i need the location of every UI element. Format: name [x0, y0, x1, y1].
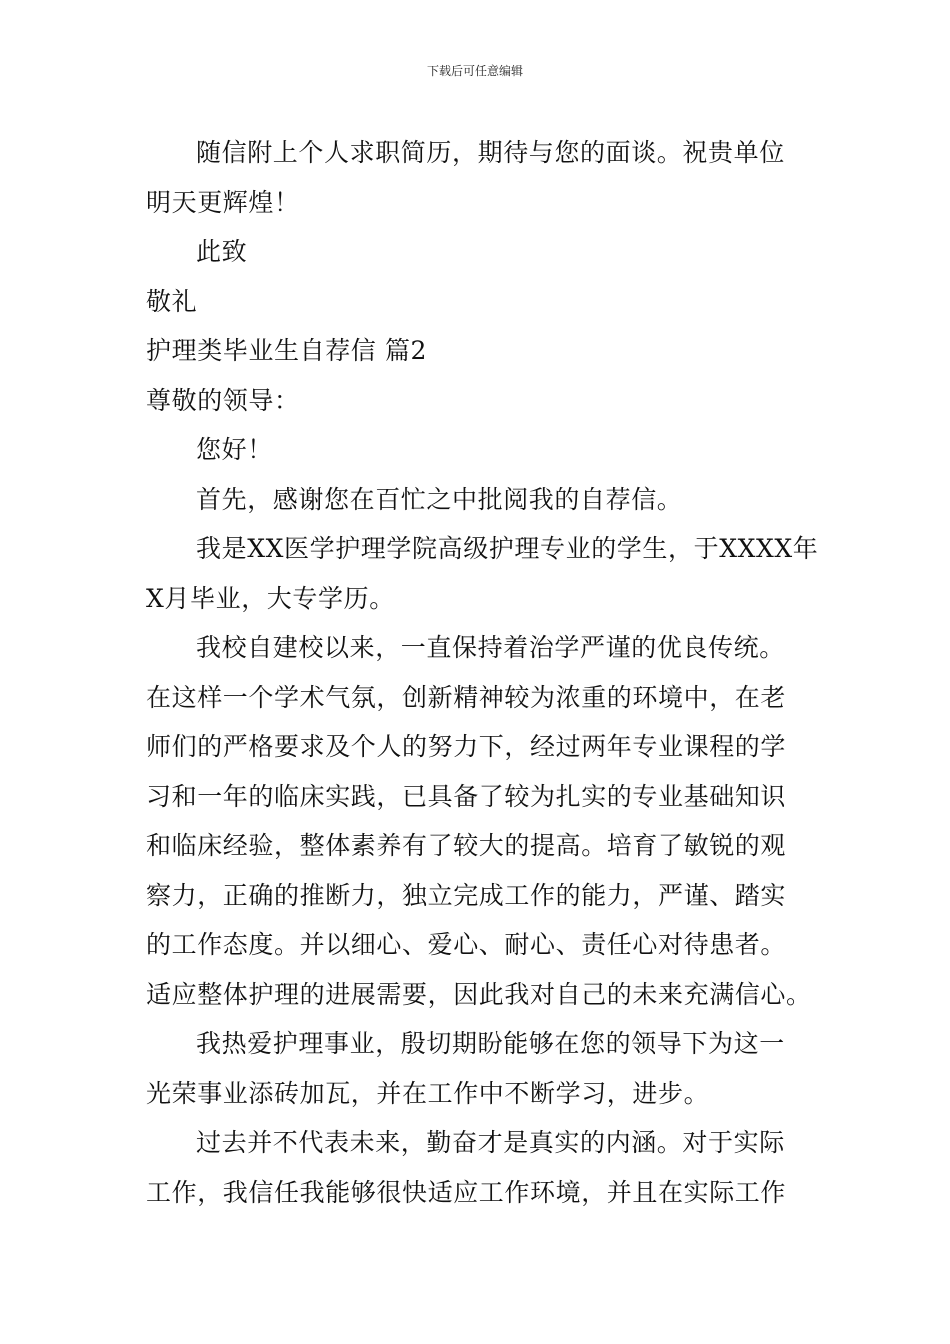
text-line: 此致: [196, 237, 248, 266]
text-line: 首先，感谢您在百忙之中批阅我的自荐信。: [196, 484, 683, 514]
text-line: 察力，正确的推断力，独立完成工作的能力，严谨、踏实: [146, 880, 787, 910]
text-line: 过去并不代表未来，勤奋才是真实的内涵。对于实际: [196, 1128, 785, 1157]
text-line: 敬礼: [146, 286, 198, 316]
text-line: 明天更辉煌！: [146, 187, 300, 217]
text-line: 我校自建校以来，一直保持着治学严谨的优良传统。: [196, 633, 785, 662]
text-line: 随信附上个人求职简历，期待与您的面谈。祝贵单位: [196, 138, 785, 167]
salutation: 尊敬的领导：: [146, 385, 300, 415]
text-line: 光荣事业添砖加瓦，并在工作中不断学习，进步。: [146, 1078, 710, 1108]
text-line: 您好！: [196, 435, 273, 464]
document-body: [146, 128, 819, 1217]
text-line: 我是XX医学护理学院高级护理专业的学生，于XXXX年: [196, 534, 819, 563]
text-line: 和临床经验，整体素养有了较大的提高。培育了敏锐的观: [146, 831, 787, 860]
text-line: 在这样一个学术气氛，创新精神较为浓重的环境中，在老: [146, 682, 787, 712]
text-line: 适应整体护理的进展需要，因此我对自己的未来充满信心。: [146, 979, 812, 1009]
page-header: 下载后可任意编辑: [426, 64, 523, 78]
text-line: 工作，我信任我能够很快适应工作环境，并且在实际工作: [146, 1177, 787, 1207]
section-title: 护理类毕业生自荐信 篇2: [146, 336, 428, 365]
text-line: 师们的严格要求及个人的努力下，经过两年专业课程的学: [146, 732, 787, 761]
text-line: 的工作态度。并以细心、爱心、耐心、责任心对待患者。: [146, 930, 787, 959]
text-line: X月毕业，大专学历。: [146, 583, 395, 613]
text-line: 我热爱护理事业，殷切期盼能够在您的领导下为这一: [196, 1029, 785, 1058]
text-line: 习和一年的临床实践，已具备了较为扎实的专业基础知识: [146, 781, 787, 811]
